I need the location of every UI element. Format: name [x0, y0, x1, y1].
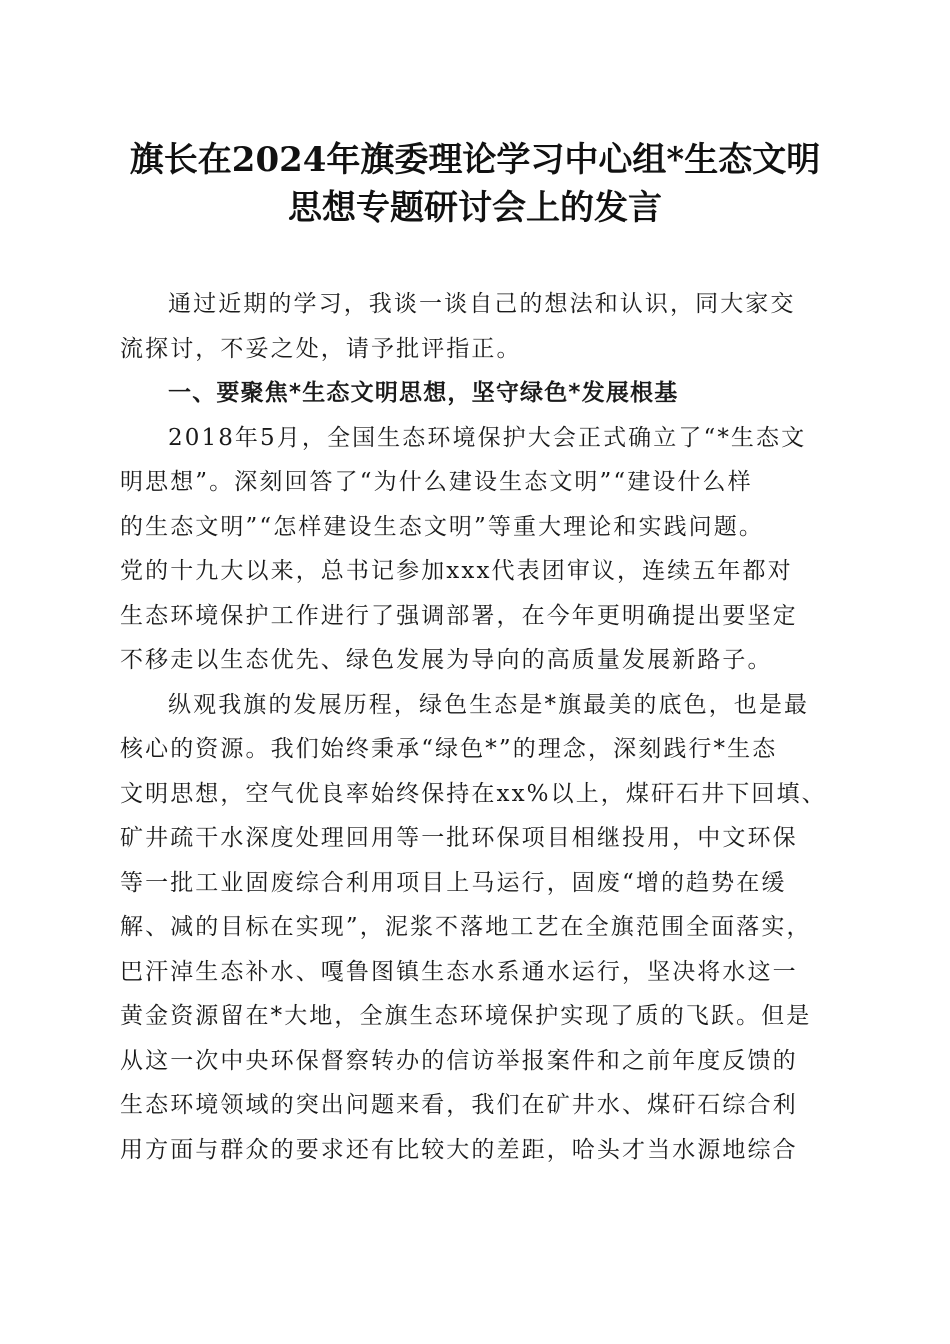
paragraph-line: 从这一次中央环保督察转办的信访举报案件和之前年度反馈的 — [120, 1047, 798, 1074]
paragraph-line: 核心的资源。我们始终秉承“绿色*”的理念，深刻践行*生态 — [120, 736, 778, 762]
paragraph-line: 的生态文明”“怎样建设生态文明”等重大理论和实践问题。 — [120, 513, 764, 540]
paragraph-line: 文明思想，空气优良率始终保持在xx%以上，煤矸石井下回填、 — [120, 780, 827, 807]
paragraph-line: 等一批工业固废综合利用项目上马运行，固废“增的趋势在缓 — [120, 869, 787, 896]
paragraph-line: 生态环境领域的突出问题来看，我们在矿井水、煤矸石综合利 — [120, 1092, 798, 1118]
paragraph-line: 解、减的目标在实现”，泥浆不落地工艺在全旗范围全面落实， — [120, 914, 812, 940]
intro-line: 通过近期的学习，我谈一谈自己的想法和认识，同大家交 — [168, 291, 796, 317]
paragraph-line: 明思想”。深刻回答了“为什么建设生态文明”“建设什么样 — [120, 469, 753, 495]
paragraph-line: 纵观我旗的发展历程，绿色生态是*旗最美的底色，也是最 — [168, 691, 810, 718]
paragraph-line: 不移走以生态优先、绿色发展为导向的高质量发展新路子。 — [120, 647, 773, 673]
paragraph-line: 党的十九大以来，总书记参加xxx代表团审议，连续五年都对 — [120, 558, 793, 584]
title-line: 思想专题研讨会上的发言 — [288, 188, 662, 228]
paragraph-line: 矿井疏干水深度处理回用等一批环保项目相继投用，中文环保 — [120, 825, 798, 851]
section-heading: 一、要聚焦*生态文明思想，坚守绿色*发展根基 — [168, 380, 679, 406]
paragraph-line: 2018年5月，全国生态环境保护大会正式确立了“*生态文 — [168, 424, 807, 451]
paragraph-line: 生态环境保护工作进行了强调部署，在今年更明确提出要坚定 — [120, 602, 798, 629]
paragraph-line: 巴汗淖生态补水、嘎鲁图镇生态水系通水运行，坚决将水这一 — [120, 958, 798, 985]
title-line: 旗长在2024年旗委理论学习中心组*生态文明 — [129, 140, 821, 180]
document-title — [100, 136, 850, 232]
intro-line: 流探讨，不妥之处，请予批评指正。 — [120, 335, 522, 362]
paragraph-line: 黄金资源留在*大地，全旗生态环境保护实现了质的飞跃。但是 — [120, 1003, 812, 1029]
document-body — [120, 282, 832, 1172]
paragraph-line: 用方面与群众的要求还有比较大的差距，哈头才当水源地综合 — [120, 1136, 798, 1163]
